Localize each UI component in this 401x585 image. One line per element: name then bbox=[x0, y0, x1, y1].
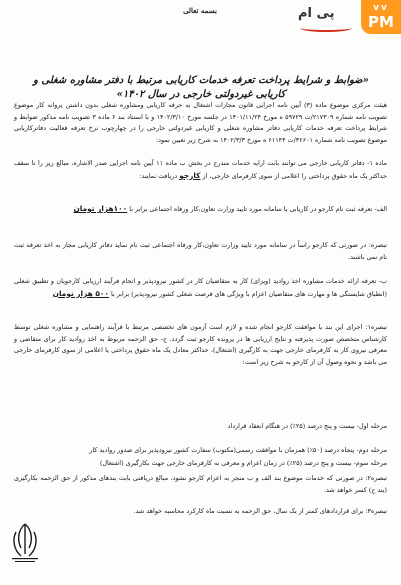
stage-2: مرحله دوم- پنجاه درصد (۵۰٪) همزمان با موافقت رسمی(مکتوب) سفارت کشور نیرودپذیر برای صدور روادید کار bbox=[89, 446, 387, 454]
brand-text: پی ام bbox=[298, 6, 335, 21]
stage-1: مرحله اول- بیست و پنج درصد (۲۵٪) در هنگام انعقاد قرارداد bbox=[227, 422, 387, 430]
article-1-highlight: کارجو bbox=[179, 170, 201, 180]
badge-main-text: PM bbox=[368, 13, 394, 31]
note-paragraph: تبصره: در صورتی که کارجو راساً در سامانه مورد تایید وزارت تعاون،کار ورفاه اجتماعی ثبت نام نماید دفاتر کاریابی مجاز به اخذ تعرفه ثبت نام نمی باشند. bbox=[14, 241, 387, 261]
document-title: «ضوابط و شرایط پرداخت تعرفه خدمات کاریابی مرتبط با دفتر مشاوره شغلی و کاریابی غیردولتی خارجی در سال ۱۴۰۲» bbox=[33, 75, 369, 100]
note-3-paragraph: تبصره۳: برای قراردادهای کمتر از یک سال، حق الزحمه به نسبت ماه کارکرد محاسبه خواهد شد. bbox=[133, 507, 387, 515]
article-1-text: ماده ۱- دفاتر کاریابی خارجی می توانند بابت ارایه خدمات مندرج در بخش ب ماده ۱۱ آیین نامه اجرایی صدر الاشاره، مبالغ زیر را تا سقف حداکثر یک ماه حقوق پرداختی را اعلامی از سوی کارفرمای خارجی، از bbox=[14, 159, 387, 180]
iran-emblem-icon bbox=[8, 518, 42, 564]
stage-3: مرحله سوم- بیست و پنج درصد (۲۵٪) در زمان اعزام و معرفی به کارفرمای خارجی جهت بکارگیری (اشتغال) bbox=[99, 459, 387, 467]
clause-alef-amount: ۱۰۰هزار تومان bbox=[73, 204, 128, 213]
clause-b bbox=[14, 276, 387, 300]
article-1-text-end: دریافت نمایند: bbox=[139, 171, 178, 180]
clause-alef-text: الف- تعرفه ثبت نام کارجو در کاریابی یا سامانه مورد تایید وزارت تعاون،کار ورفاه اجتماعی برابر با bbox=[129, 205, 387, 213]
badge-top-text: vv bbox=[373, 3, 389, 13]
clause-b-text: ب- تعرفه ارائه خدمات مشاوره اخذ روادید (ویزای) کار به متقاضیان کار در کشور نیرودپذیر و انجام فرآیند ارزیابی کارجویان و تطبیق شغلی (انطباق شایستگی ها و مهارت های متقاضیان اعزام با ویژگی های فرصت شغلی کشور نیرودپذیر) برابر با bbox=[14, 277, 387, 298]
brand-swoosh-icon bbox=[300, 24, 352, 32]
clause-b-amount: ۵۰۰ هزار تومان bbox=[52, 288, 109, 298]
note-2-paragraph: تبصره۲: در صورتی که خدمات موضوع بند الف و ب منجر به اعزام کارجو نشود، مبالغ دریافتی بابت بندهای مذکور از حق الزحمه بکارگیری (بند ج) کسر خواهد شد. bbox=[14, 474, 387, 494]
article-1 bbox=[14, 158, 387, 182]
basmala: بسمه تعالی bbox=[183, 6, 217, 15]
note-1-paragraph: تبصره۱: اجرای این بند یا موافقت کارجو انجام شده و لازم است آزمون های تخصصی مرتبط با فرآیند راهنمایی و مشاوره شغلی توسط کارشناس متخصص صورت پذیرفته و نتایج ارزیابی ها در پرونده کارجو ثبت گردد. ج- حق الزحمه مربوط به اخذ روادید کار برای متقاضی و معرفی نیروی کار به کارفرمای خارجی جهت به کارگیری (اشتغال)، حداکثر معادل یک ماه حقوق پرداختی یا اعلامی از سوی کارفرمای خارجی می باشد و نحوه وصول آن از کارجو به شرح زیر است: bbox=[14, 323, 387, 366]
clause-alef bbox=[14, 203, 387, 216]
site-badge bbox=[361, 0, 401, 34]
intro-paragraph: هیئت مرکزی موضوع ماده (۳) آیین نامه اجرایی قانون مجازات اشتغال به حرفه کاریابی ومشاوره شغلی بدون داشتن پروانه کار موضوع تصویب نامه شماره ۲۱۷۳۰۹/ت ۵۹۷۲۹ ه مورخ ۱۴۰۱/۱۱/۲۴ در جلسه مورخ ۱۴۰۲/۳/۱۰ و با استناد بند ۶ ماده ۳ تصویب نامه مذکور ضوابط و شرایط پرداخت تعرفه خدمات کاریابی دفاتر مشاوره شغلی و کاریابی غیردولتی خارجی را در چهارچوب نرخ تعرفه فعالیت دفاترکاریابی موضوع تصویب نامه شماره ۳۶۶۰۱/ت ۶۱۱۴۴ ه مورخ ۱۴۰۲/۳/۳ به شرح زیر تعیین نمود: bbox=[14, 101, 387, 144]
brand-logo bbox=[298, 4, 362, 34]
